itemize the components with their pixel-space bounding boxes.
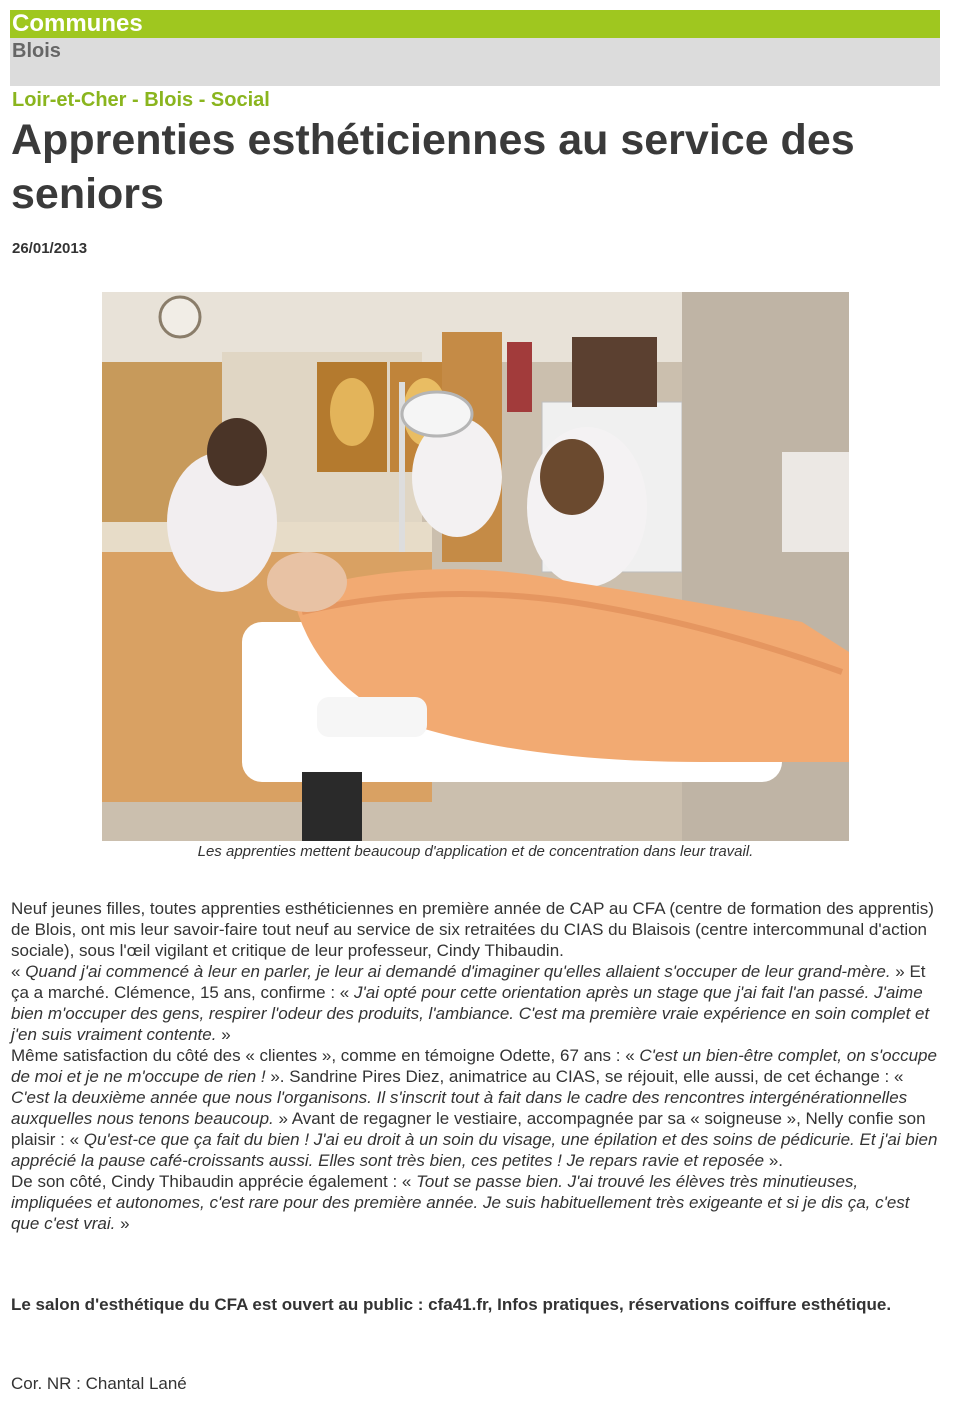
article-paragraph	[11, 1171, 941, 1234]
paragraph-text: De son côté, Cindy Thibaudin apprécie également : «	[11, 1172, 417, 1191]
paragraph-text: » Avant de regagner le vestiaire, accompagnée par sa « soigneuse », Nelly confie son plaisir : «	[11, 1109, 926, 1149]
article-paragraph	[11, 898, 941, 961]
paragraph-text: »	[216, 1025, 231, 1044]
breadcrumb-item-city[interactable]: Blois	[144, 89, 194, 111]
breadcrumb	[12, 88, 270, 112]
quote-text: Quand j'ai commencé à leur en parler, je leur ai demandé d'imaginer qu'elles allaient s'occuper de leur grand-mère.	[25, 962, 891, 981]
section-header-bar	[10, 10, 940, 38]
photo-caption: Les apprenties mettent beaucoup d'application et de concentration dans leur travail.	[197, 843, 754, 860]
article-date: 26/01/2013	[12, 240, 88, 257]
paragraph-text: ». Sandrine Pires Diez, animatrice au CIAS, se réjouit, elle aussi, de cet échange : «	[265, 1067, 904, 1086]
paragraph-text: Même satisfaction du côté des « clientes », comme en témoigne Odette, 67 ans : «	[11, 1046, 640, 1065]
commune-header-bar	[10, 38, 940, 86]
paragraph-text: »	[115, 1214, 130, 1233]
breadcrumb-separator: -	[126, 89, 145, 111]
paragraph-text: Neuf jeunes filles, toutes apprenties esthéticiennes en première année de CAP au CFA (centre de formation des apprentis) de Blois, ont mis leur savoir-faire tout neuf au service de six retraitées du CIAS du Blaisois (centre intercommunal d'action sociale), sous l'œil vigilant et critique de leur professeur, Cindy Thibaudin.	[11, 899, 934, 960]
paragraph-text: » Et ça a marché. Clémence, 15 ans, confirme : «	[11, 962, 926, 1002]
commune-title: Blois	[12, 40, 61, 62]
article-title: Apprenties esthéticiennes au service des seniors	[11, 116, 855, 218]
article-paragraph	[11, 1045, 941, 1171]
paragraph-text: «	[11, 962, 26, 981]
quote-text: Qu'est-ce que ça fait du bien ! J'ai eu droit à un soin du visage, une épilation et des soins de pédicurie. Et j'ai bien apprécié la pause café-croissants aussi. Elles sont très bien, ces petites ! Je repars ravie et reposée	[11, 1130, 938, 1170]
breadcrumb-separator: -	[193, 89, 211, 111]
breadcrumb-item-department[interactable]: Loir-et-Cher	[12, 89, 127, 111]
author-signature: Cor. NR : Chantal Lané	[11, 1374, 187, 1393]
quote-text: J'ai opté pour cette orientation après un stage que j'ai fait l'an passé. J'aime bien m'occuper des gens, respirer l'odeur des produits, l'ambiance. C'est ma première vraie expérience en soin complet et j'en suis vraiment contente.	[11, 983, 930, 1044]
beauty-salon-photo-illustration	[102, 292, 849, 841]
article-body	[11, 898, 941, 1234]
quote-text: C'est un bien-être complet, on s'occupe de moi et je ne m'occupe de rien !	[11, 1046, 937, 1086]
quote-text: C'est la deuxième année que nous l'organisons. Il s'inscrit tout à fait dans le cadre des rencontres intergénérationnelles auxquelles nous tenons beaucoup.	[11, 1088, 908, 1128]
article-paragraph	[11, 961, 941, 1045]
article-photo	[102, 292, 849, 841]
practical-info-note: Le salon d'esthétique du CFA est ouvert au public : cfa41.fr, Infos pratiques, réservations coiffure esthétique.	[11, 1295, 892, 1314]
paragraph-text: ».	[764, 1151, 784, 1170]
section-title: Communes	[12, 10, 143, 37]
breadcrumb-item-category[interactable]: Social	[210, 89, 270, 111]
quote-text: Tout se passe bien. J'ai trouvé les élèves très minutieuses, impliquées et autonomes, c'est rare pour des première année. Je suis habituellement très exigeante et si je dis ça, c'est que c'est vrai.	[11, 1172, 910, 1233]
